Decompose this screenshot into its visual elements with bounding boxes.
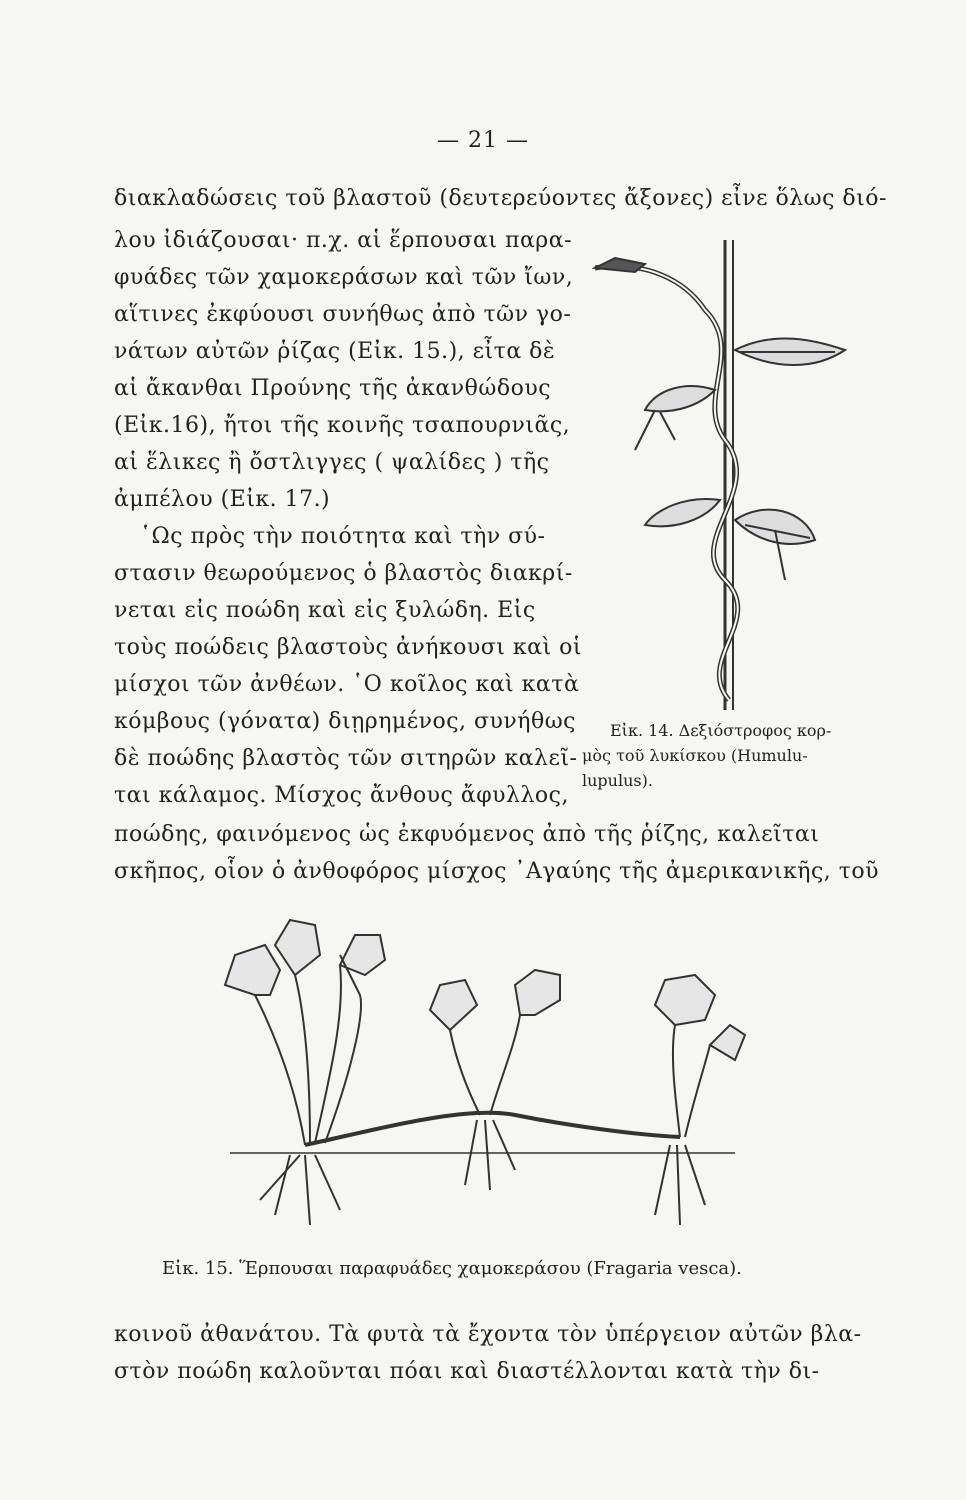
text-line: ῾Ως πρὸς τὴν ποιότητα καὶ τὴν σύ- [140, 524, 546, 549]
text-line: αἱ ἕλικες ἢ ὄστλιγγες ( ψαλίδες ) τῆς [114, 450, 550, 475]
text-line: κοινοῦ ἀθανάτου. Τὰ φυτὰ τὰ ἔχοντα τὸν ὑπέργειον αὐτῶν βλα- [114, 1322, 862, 1347]
text-line: στασιν θεωρούμενος ὁ βλαστὸς διακρί- [114, 561, 573, 586]
text-line: νεται εἰς ποώδη καὶ εἰς ξυλώδη. Εἰς [114, 598, 536, 623]
text-line: μίσχοι τῶν ἀνθέων. ῾Ο κοῖλος καὶ κατὰ [114, 672, 580, 697]
text-line: δὲ ποώδης βλαστὸς τῶν σιτηρῶν καλεῖ- [114, 746, 578, 771]
page-number: — 21 — [437, 128, 529, 153]
figure-15-caption: Εἰκ. 15. Ἕρπουσαι παραφυάδες χαμοκεράσου (Fragaria vesca). [162, 1258, 742, 1279]
figure-15-strawberry [215, 915, 755, 1245]
strawberry-runners-illustration [215, 915, 755, 1245]
text-line: φυάδες τῶν χαμοκεράσων καὶ τῶν ἴων, [114, 265, 574, 290]
text-line: κόμβους (γόνατα) διῃρημένος, συνήθως [114, 709, 576, 734]
text-line: τοὺς ποώδεις βλαστοὺς ἀνήκουσι καὶ οἱ [114, 635, 582, 660]
text-line: αἱ ἄκανθαι Προύνης τῆς ἀκανθώδους [114, 376, 552, 401]
text-line: σκῆπος, οἷον ὁ ἀνθοφόρος μίσχος ᾽Αγαύης τῆς ἀμερικανικῆς, τοῦ [114, 859, 880, 884]
text-line: διακλαδώσεις τοῦ βλαστοῦ (δευτερεύοντες ἄξονες) εἶνε ὅλως διό- [114, 186, 887, 211]
text-line: ται κάλαμος. Μίσχος ἄνθους ἄφυλλος, [114, 783, 569, 808]
hop-stem-illustration [575, 240, 875, 710]
text-line: ἀμπέλου (Εἰκ. 17.) [114, 487, 331, 512]
figure-14-caption-line: μὸς τοῦ λυκίσκου (Humulu- [582, 746, 808, 765]
text-line: στὸν ποώδη καλοῦνται πόαι καὶ διαστέλλονται κατὰ τὴν δι- [114, 1359, 820, 1384]
figure-14-caption-line: Εἰκ. 14. Δεξιόστροφος κορ- [610, 721, 832, 740]
text-line: νάτων αὐτῶν ῥίζας (Εἰκ. 15.), εἶτα δὲ [114, 339, 556, 364]
figure-14-hop-stem [575, 240, 875, 710]
text-line: αἵτινες ἐκφύουσι συνήθως ἀπὸ τῶν γο- [114, 302, 572, 327]
text-line: ποώδης, φαινόμενος ὡς ἐκφυόμενος ἀπὸ τῆς ῥίζης, καλεῖται [114, 822, 820, 847]
figure-14-caption-line: lupulus). [582, 771, 653, 790]
text-line: λου ἰδιάζουσαι· π.χ. αἱ ἕρπουσαι παρα- [114, 228, 573, 253]
text-line: (Εἰκ.16), ἤτοι τῆς κοινῆς τσαπουρνιᾶς, [114, 413, 571, 438]
